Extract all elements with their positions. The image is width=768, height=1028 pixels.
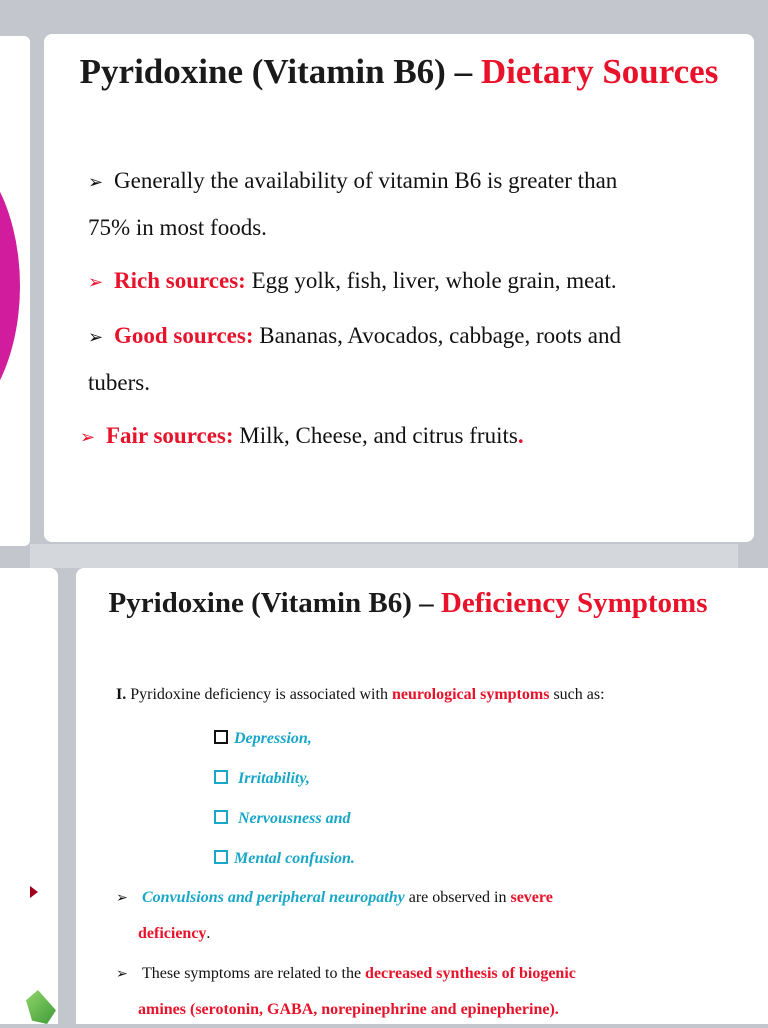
symptom-item: Nervousness and	[214, 808, 355, 848]
arrow-bullet-icon: ➢	[116, 966, 128, 982]
checkbox-square-icon	[214, 770, 228, 784]
previous-slide-edge	[0, 36, 30, 546]
symptom-list	[214, 728, 355, 888]
symptom-item: Mental confusion.	[214, 848, 355, 888]
slide-deficiency-symptoms	[76, 568, 768, 1024]
arrow-bullet-icon: ➢	[88, 172, 104, 193]
title-part-black: Pyridoxine (Vitamin B6) –	[108, 587, 441, 619]
checkbox-square-icon	[214, 730, 228, 744]
title-part-red: Dietary Sources	[480, 52, 719, 91]
decorative-arc	[0, 136, 20, 436]
checkbox-square-icon	[214, 850, 228, 864]
title-part-black: Pyridoxine (Vitamin B6) –	[79, 52, 481, 91]
slide-title	[76, 584, 740, 622]
bullet-convulsions: ➢ Convulsions and peripheral neuropathy are observed in severe deficiency.	[116, 880, 716, 952]
slide-title	[44, 50, 754, 94]
arrow-bullet-icon: ➢	[116, 890, 128, 906]
previous-slide-edge-bottom	[0, 568, 58, 1024]
arrow-bullet-icon: ➢	[80, 427, 96, 448]
bullet-list	[80, 158, 728, 460]
slide-separator	[30, 544, 738, 568]
symptom-item: Irritability,	[214, 768, 355, 808]
slide-dietary-sources	[44, 34, 754, 542]
intro-line: I. Pyridoxine deficiency is associated with neurological symptoms such as:	[116, 686, 605, 703]
arrow-bullet-icon: ➢	[88, 327, 104, 348]
bullet-good-sources: ➢ Good sources: Bananas, Avocados, cabbage, roots and tubers.	[88, 313, 728, 405]
bullet-biogenic-amines: ➢ These symptoms are related to the decreased synthesis of biogenic amines (serotonin, GABA, norepinephrine and epinepherine).	[116, 956, 716, 1028]
bullet-availability: ➢ Generally the availability of vitamin B6 is greater than 75% in most foods.	[88, 158, 728, 250]
red-triangle-icon	[30, 886, 38, 898]
bullet-rich-sources: ➢ Rich sources: Egg yolk, fish, liver, whole grain, meat.	[88, 258, 728, 305]
title-part-red: Deficiency Symptoms	[440, 587, 708, 619]
bullet-fair-sources: ➢ Fair sources: Milk, Cheese, and citrus fruits.	[80, 413, 728, 460]
symptom-item: Depression,	[214, 728, 355, 768]
checkbox-square-icon	[214, 810, 228, 824]
arrow-bullet-icon: ➢	[88, 272, 104, 293]
